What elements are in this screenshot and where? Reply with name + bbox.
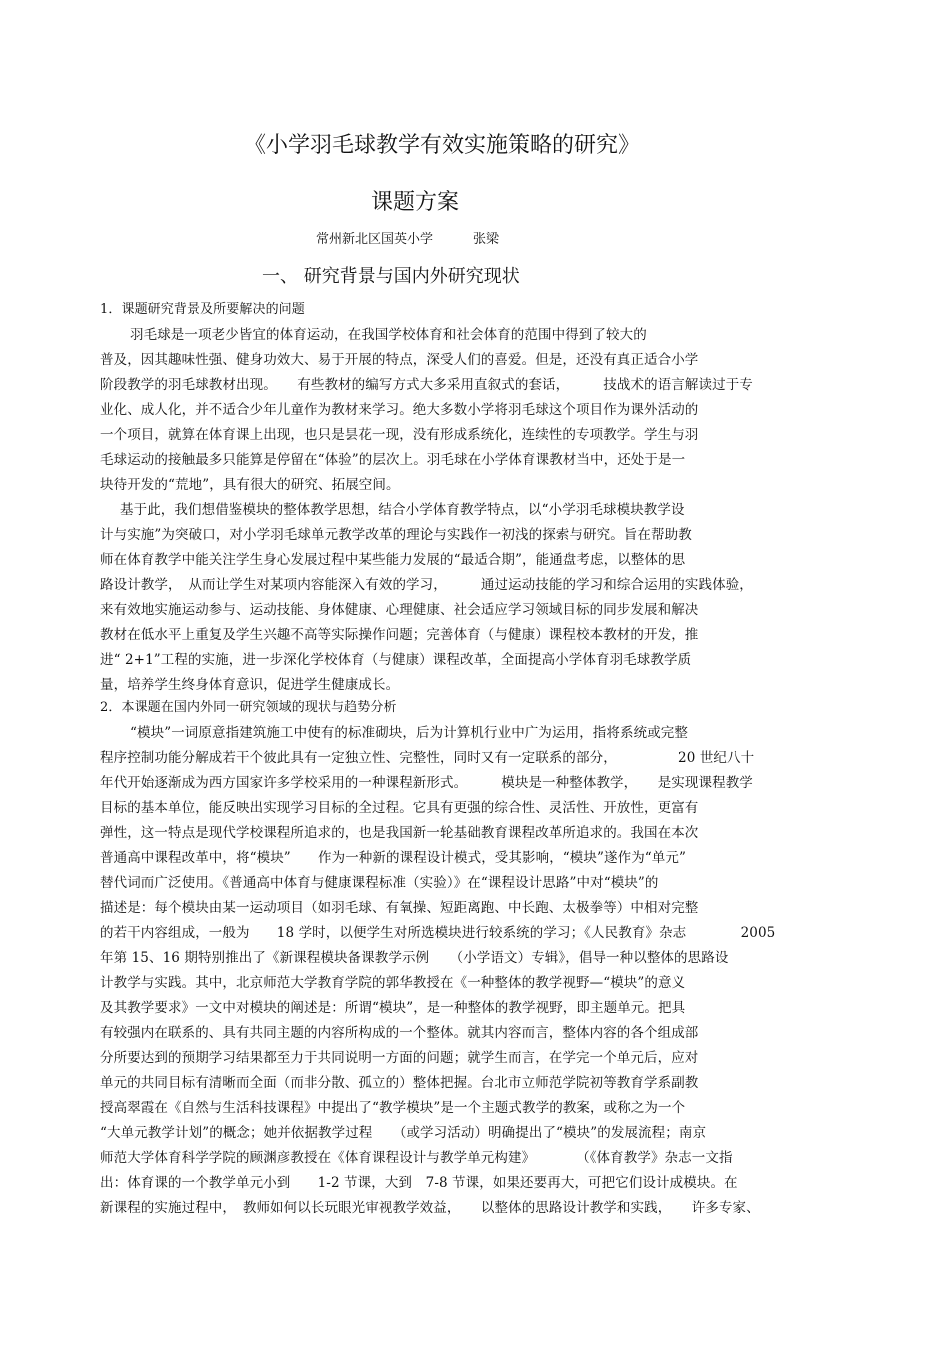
author-name: 张梁 <box>473 232 500 247</box>
paragraph-line: 阶段教学的羽毛球教材出现。 有些教材的编写方式大多采用直叙式的套话， 技战术的语言解读过于专 <box>100 377 753 393</box>
paragraph-line: 路设计教学， 从而让学生对某项内容能深入有效的学习， 通过运动技能的学习和综合运用的实践体验， <box>100 577 753 593</box>
paragraph-line: 年代开始逐渐成为西方国家许多学校采用的一种课程新形式。 模块是一种整体教学， 是实现课程教学 <box>100 775 753 791</box>
section-heading: 一、 研究背景与国内外研究现状 <box>262 266 520 287</box>
author-school: 常州新北区国英小学 <box>316 232 434 247</box>
document-title: 《小学羽毛球教学有效实施策略的研究》 <box>243 133 640 158</box>
subsection-heading: 2．本课题在国内外同一研究领域的现状与趋势分析 <box>100 700 397 715</box>
paragraph-line: 业化、成人化，并不适合少年儿童作为教材来学习。绝大多数小学将羽毛球这个项目作为课外活动的 <box>100 402 699 418</box>
paragraph-line: 有较强内在联系的、具有共同主题的内容所构成的一个整体。就其内容而言，整体内容的各个组成部 <box>100 1025 699 1041</box>
paragraph-line: 替代词而广泛使用。《普通高中体育与健康课程标准（实验）》在“课程设计思路”中对“模块”的 <box>100 875 659 891</box>
paragraph-line: 授高翠霞在《自然与生活科技课程》中提出了“教学模块”是一个主题式教学的教案，或称之为一个 <box>100 1100 686 1116</box>
paragraph-line: 程序控制功能分解成若干个彼此具有一定独立性、完整性，同时又有一定联系的部分， 20 世纪八十 <box>100 750 755 766</box>
paragraph-line: 的若干内容组成，一般为 18 学时，以便学生对所选模块进行较系统的学习；《人民教育》杂志 2005 <box>100 925 776 941</box>
paragraph-line: 弹性，这一特点是现代学校课程所追求的，也是我国新一轮基础教育课程改革所追求的。我国在本次 <box>100 825 699 841</box>
subsection-heading: 1．课题研究背景及所要解决的问题 <box>100 302 305 317</box>
paragraph-line: 计与实施”为突破口，对小学羽毛球单元教学改革的理论与实践作一初浅的探索与研究。旨在帮助教 <box>100 527 692 543</box>
paragraph-line: 进“ 2+1”工程的实施，进一步深化学校体育（与健康）课程改革，全面提高小学体育羽毛球教学质 <box>100 652 692 668</box>
paragraph-line: 师范大学体育科学学院的顾渊彦教授在《体育课程设计与教学单元构建》 （《体育教学》杂志一文指 <box>100 1150 733 1166</box>
paragraph-line: 教材在低水平上重复及学生兴趣不高等实际操作问题；完善体育（与健康）课程校本教材的开发，推 <box>100 627 699 643</box>
paragraph-line: 羽毛球是一项老少皆宜的体育运动，在我国学校体育和社会体育的范围中得到了较大的 <box>130 327 647 343</box>
paragraph-line: 普及，因其趣味性强、健身功效大、易于开展的特点，深受人们的喜爱。但是，还没有真正适合小学 <box>100 352 699 368</box>
paragraph-line: 及其教学要求》一文中对模块的阐述是：所谓“模块”，是一种整体的教学视野，即主题单元。把具 <box>100 1000 686 1016</box>
paragraph-line: 块待开发的“荒地”，具有很大的研究、拓展空间。 <box>100 477 400 493</box>
paragraph-line: 基于此，我们想借鉴模块的整体教学思想，结合小学体育教学特点，以“小学羽毛球模块教学设 <box>120 502 685 518</box>
paragraph-line: 来有效地实施运动参与、运动技能、身体健康、心理健康、社会适应学习领域目标的同步发展和解决 <box>100 602 699 618</box>
paragraph-line: 新课程的实施过程中， 教师如何以长玩眼光审视教学效益， 以整体的思路设计教学和实践， 许多专家、 <box>100 1200 760 1216</box>
paragraph-line: 出：体育课的一个教学单元小到 1-2 节课，大到 7-8 节课，如果还要再大，可把它们设计成模块。在 <box>100 1175 738 1191</box>
paragraph-line: 计教学与实践。其中，北京师范大学教育学院的郭华教授在《一种整体的教学视野—“模块”的意义 <box>100 975 686 991</box>
paragraph-line: 单元的共同目标有清晰而全面（而非分散、孤立的）整体把握。台北市立师范学院初等教育学系副教 <box>100 1075 699 1091</box>
paragraph-line: 描述是：每个模块由某一运动项目（如羽毛球、有氧操、短距离跑、中长跑、太极拳等）中相对完整 <box>100 900 699 916</box>
paragraph-line: “模块”一词原意指建筑施工中使有的标准砌块，后为计算机行业中广为运用，指将系统或完整 <box>130 725 689 741</box>
paragraph-line: 师在体育教学中能关注学生身心发展过程中某些能力发展的“最适合期”，能通盘考虑，以整体的思 <box>100 552 686 568</box>
paragraph-line: 普通高中课程改革中，将“模块” 作为一种新的课程设计模式，受其影响，“模块”遂作为“单元” <box>100 850 687 866</box>
paragraph-line: “大单元教学计划”的概念；她并依据教学过程 （或学习活动）明确提出了“模块”的发展流程；南京 <box>100 1125 707 1141</box>
author-line <box>316 228 499 247</box>
paragraph-line: 分所要达到的预期学习结果都至力于共同说明一方面的问题；就学生而言，在学完一个单元后，应对 <box>100 1050 699 1066</box>
paragraph-line: 目标的基本单位，能反映出实现学习目标的全过程。它具有更强的综合性、灵活性、开放性，更富有 <box>100 800 699 816</box>
paragraph-line: 量，培养学生终身体育意识，促进学生健康成长。 <box>100 677 400 693</box>
paragraph-line: 一个项目，就算在体育课上出现，也只是昙花一现，没有形成系统化，连续性的专项教学。学生与羽 <box>100 427 699 443</box>
paragraph-line: 毛球运动的接触最多只能算是停留在“体验”的层次上。羽毛球在小学体育课教材当中，还处于是一 <box>100 452 686 468</box>
paragraph-line: 年第 15、16 期特别推出了《新课程模块备课教学示例 （小学语文）专辑》，倡导一种以整体的思路设 <box>100 950 729 966</box>
document-subtitle: 课题方案 <box>370 190 459 215</box>
